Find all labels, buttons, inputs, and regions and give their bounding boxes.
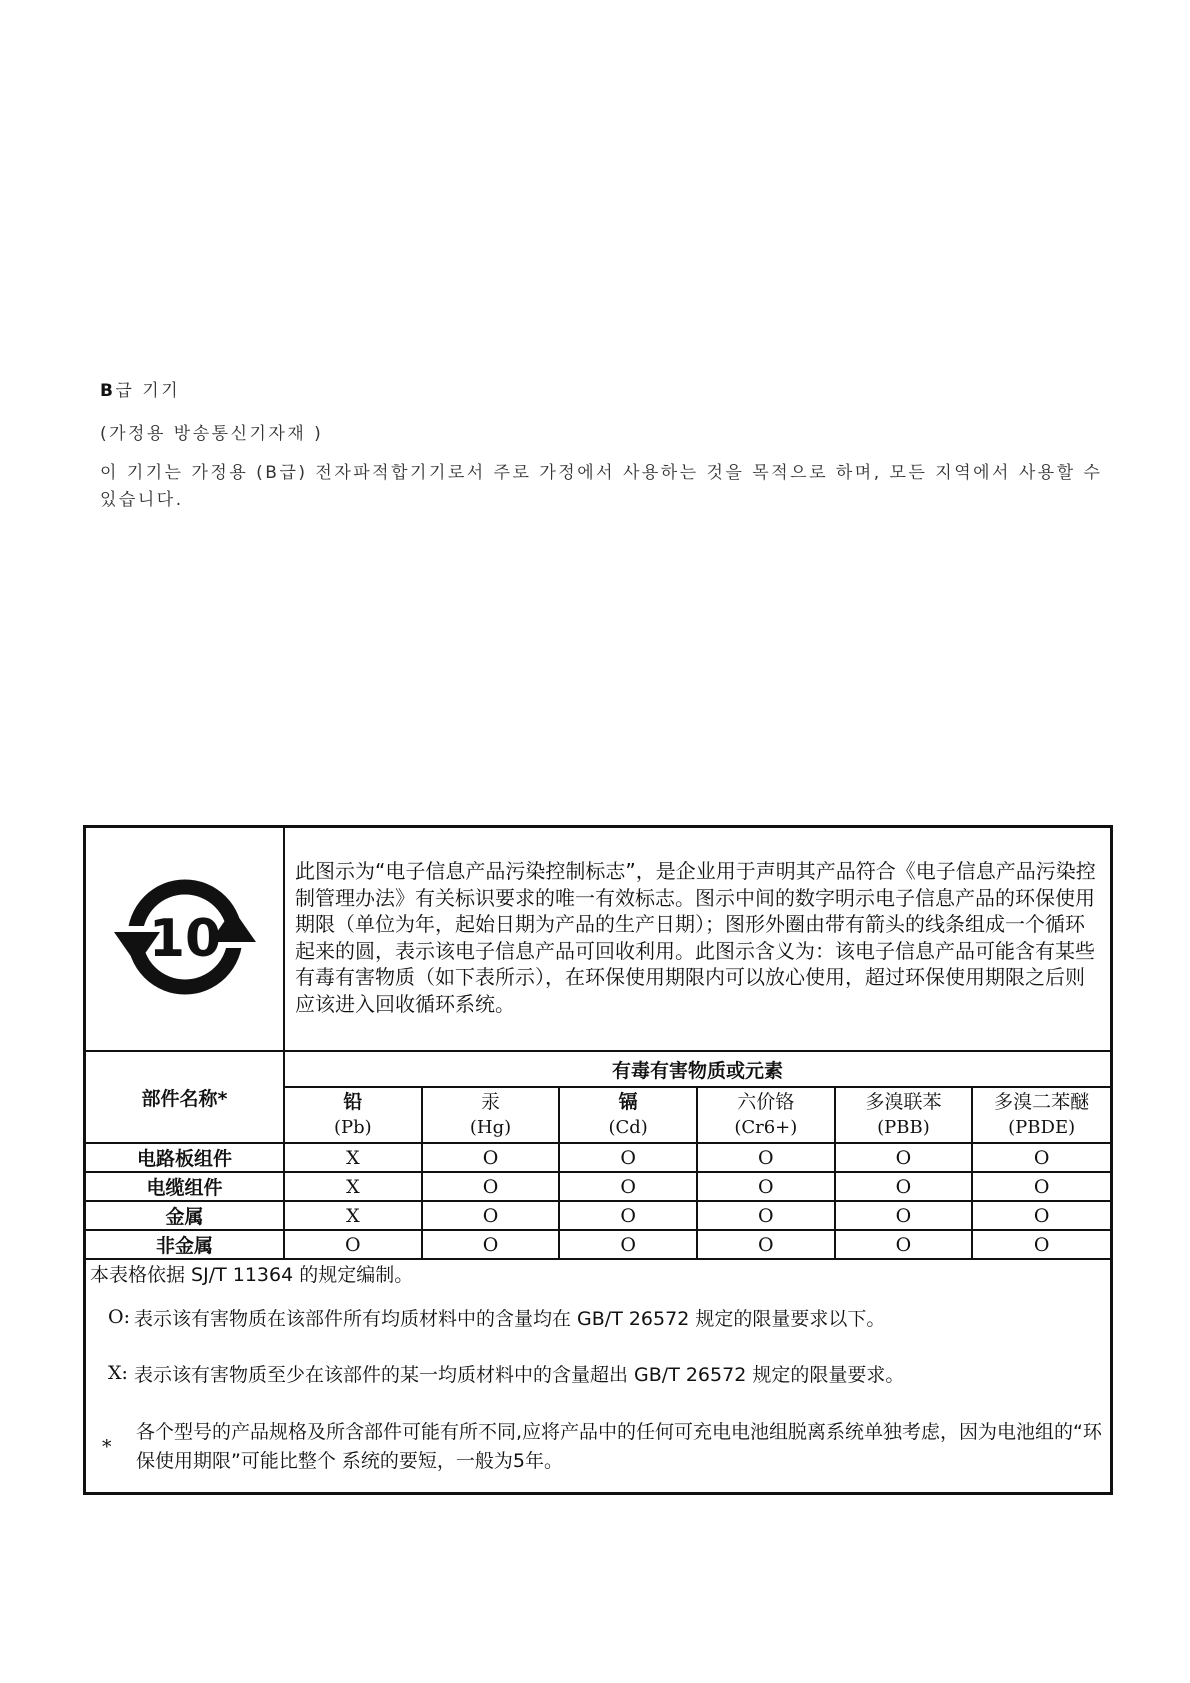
element-header-chromium: 六价铬 (Cr6+): [697, 1087, 835, 1143]
part-name: 金属: [86, 1201, 284, 1230]
cell-value: O: [972, 1201, 1110, 1230]
epup-logo-cell: [86, 828, 284, 1051]
battery-note-text: 各个型号的产品规格及所含部件可能有所不同,应将产品中的任何可充电电池组脱离系统单独考虑，因为电池组的“环保使用期限”可能比整个 系统的要短，一般为5年。: [136, 1421, 1102, 1472]
cell-value: O: [697, 1172, 835, 1201]
cell-value: O: [972, 1143, 1110, 1172]
logo-number: 10: [148, 908, 221, 969]
table-notes: [86, 1260, 1110, 1492]
cell-value: X: [284, 1143, 422, 1172]
x-legend: [108, 1362, 1104, 1388]
hazardous-substances-table: [86, 828, 1110, 1260]
cell-value: O: [422, 1230, 560, 1259]
class-b-title-text: 급 기기: [115, 381, 181, 401]
cell-value: O: [559, 1143, 697, 1172]
part-name: 电路板组件: [86, 1143, 284, 1172]
table-row: [86, 1172, 1110, 1201]
standard-basis-note: 本表格依据 SJ/T 11364 的规定编制。: [90, 1264, 414, 1286]
cell-value: O: [835, 1143, 973, 1172]
korean-subtitle: (가정용 방송통신기자재 ): [100, 424, 324, 444]
cell-value: O: [972, 1230, 1110, 1259]
cell-value: X: [284, 1201, 422, 1230]
cell-value: O: [972, 1172, 1110, 1201]
class-b-letter: B: [100, 381, 116, 401]
part-name: 电缆组件: [86, 1172, 284, 1201]
cell-value: O: [422, 1143, 560, 1172]
x-legend-text: 表示该有害物质至少在该部件的某一均质材料中的含量超出 GB/T 26572 规定的限量要求。: [134, 1364, 905, 1386]
element-header-mercury: 汞 (Hg): [422, 1087, 560, 1143]
korean-notice-body: 이 기기는 가정용 (B급) 전자파적합기기로서 주로 가정에서 사용하는 것을 목적으로 하며, 모든 지역에서 사용할 수 있습니다.: [100, 463, 1103, 510]
element-header-lead: 铅 (Pb): [284, 1087, 422, 1143]
cell-value: O: [697, 1230, 835, 1259]
epup-10-year-logo-icon: [110, 862, 260, 1012]
x-legend-key: X:: [108, 1362, 128, 1384]
table-row: [86, 1201, 1110, 1230]
cell-value: O: [697, 1201, 835, 1230]
cell-value: O: [697, 1143, 835, 1172]
cell-value: O: [559, 1230, 697, 1259]
cell-value: O: [835, 1172, 973, 1201]
cell-value: O: [422, 1201, 560, 1230]
o-legend-key: O:: [108, 1306, 130, 1328]
logo-description: 此图示为“电子信息产品污染控制标志”，是企业用于声明其产品符合《电子信息产品污染控制管理办法》有关标识要求的唯一有效标志。图示中间的数字明示电子信息产品的环保使用期限（单位为年，起始日期为产品的生产日期）；图形外圈由带有箭头的线条组成一个循环起来的圆，表示该电子信息产品可回收利用。此图示含义为：该电子信息产品可能含有某些有毒有害物质（如下表所示），在环保使用期限内可以放心使用，超过环保使用期限之后则应该进入回收循环系统。: [284, 828, 1110, 1051]
korean-class-b-title: [100, 376, 180, 401]
element-header-pbb: 多溴联苯 (PBB): [835, 1087, 973, 1143]
cell-value: X: [284, 1172, 422, 1201]
part-name: 非金属: [86, 1230, 284, 1259]
o-legend: [108, 1306, 1104, 1332]
element-header-cadmium: 镉 (Cd): [559, 1087, 697, 1143]
cell-value: O: [422, 1172, 560, 1201]
cell-value: O: [284, 1230, 422, 1259]
o-legend-text: 表示该有害物质在该部件所有均质材料中的含量均在 GB/T 26572 规定的限量要求以下。: [134, 1308, 886, 1330]
battery-note-key: *: [102, 1436, 112, 1458]
cell-value: O: [559, 1172, 697, 1201]
table-row: [86, 1230, 1110, 1259]
table-row: [86, 1143, 1110, 1172]
cell-value: O: [835, 1201, 973, 1230]
substances-header: 有毒有害物质或元素: [284, 1051, 1110, 1087]
cell-value: O: [559, 1201, 697, 1230]
battery-note: [102, 1418, 1104, 1476]
rohs-declaration-box: [83, 825, 1113, 1495]
cell-value: O: [835, 1230, 973, 1259]
element-header-pbde: 多溴二苯醚 (PBDE): [972, 1087, 1110, 1143]
part-name-header: 部件名称*: [86, 1051, 284, 1143]
